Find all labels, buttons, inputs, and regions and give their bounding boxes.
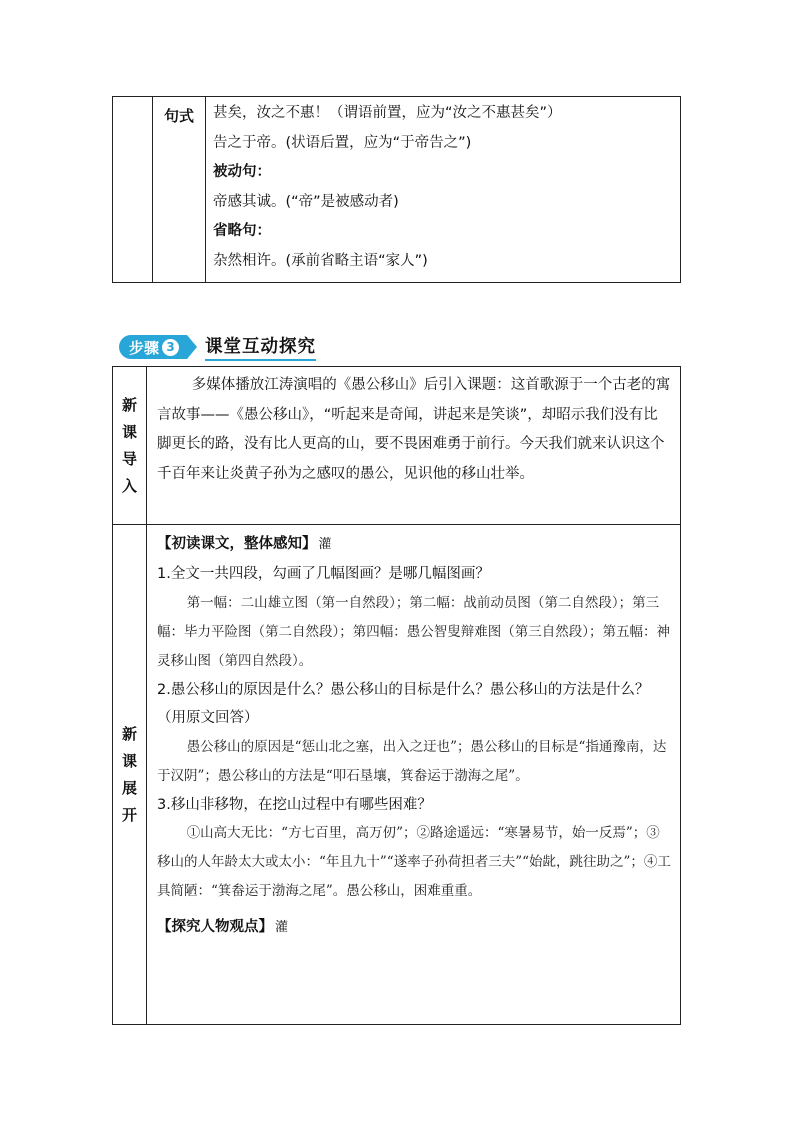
syntax-line: 告之于帝。(状语后置，应为“于帝告之”) <box>213 134 472 151</box>
label-char: 课 <box>121 422 137 441</box>
question-1: 1.全文一共四段，勾画了几幅图画？是哪几幅图画？ <box>157 566 490 582</box>
syntax-empty-cell <box>113 97 153 283</box>
answer-2: 愚公移山的原因是“惩山北之塞，出入之迂也”；愚公移山的目标是“指通豫南，达于汉阴”；愚公移山的方法是“叩石垦壤，箕畚运于渤海之尾”。 <box>157 738 667 784</box>
answer-1: 第一幅：二山雄立图（第一自然段）；第二幅：战前动员图（第二自然段）；第三幅：毕力平险图（第二自然段）；第四幅：愚公智叟辩难图（第三自然段）；第五幅：神灵移山图（第四自然段）。 <box>157 594 670 669</box>
syntax-line: 杂然相许。(承前省略主语“家人”) <box>213 252 428 269</box>
intro-text: 多媒体播放江涛演唱的《愚公移山》后引入课题：这首歌源于一个古老的寓言故事——《愚公移山》，“听起来是奇闻，讲起来是笑谈”，却昭示我们没有比脚更长的路，没有比人更高的山，要不畏困难勇于前行。今天我们就来认识这个千百年来让炎黄子孙为之感叹的愚公，见识他的移山壮举。 <box>157 377 671 482</box>
section-marker: 灌 <box>318 537 332 552</box>
section-heading <box>157 529 672 560</box>
label-char: 导 <box>121 449 137 468</box>
syntax-line: 帝感其诚。(“帝”是被感动者) <box>213 193 399 210</box>
syntax-content <box>206 97 681 283</box>
develop-content <box>147 525 681 1025</box>
syntax-label: 句式 <box>153 97 206 283</box>
label-char: 新 <box>121 395 137 414</box>
intro-label <box>113 367 147 525</box>
syntax-subheading: 被动句： <box>213 164 271 180</box>
question-2: 2.愚公移山的原因是什么？愚公移山的目标是什么？愚公移山的方法是什么？（用原文回答） <box>157 681 650 726</box>
step-prefix: 步骤 <box>129 338 160 357</box>
step-heading <box>119 334 316 360</box>
syntax-subheading: 省略句： <box>213 223 271 239</box>
label-char: 新 <box>121 724 137 743</box>
label-char: 课 <box>121 751 137 770</box>
label-char: 展 <box>121 778 137 797</box>
question-3: 3.移山非移物，在挖山过程中有哪些困难？ <box>157 796 432 813</box>
label-char: 开 <box>121 805 137 824</box>
label-char: 入 <box>121 476 137 495</box>
step-title: 课堂互动探究 <box>205 333 316 361</box>
section-heading <box>157 912 672 943</box>
section-title: 【初读课文，整体感知】 <box>157 536 317 552</box>
intro-content <box>147 367 681 525</box>
step-number: 3 <box>162 339 179 356</box>
develop-label <box>113 525 147 1025</box>
answer-3: ①山高大无比：“方七百里，高万仞”；②路途遥远：“寒暑易节，始一反焉”；③移山的人年龄太大或太小：“年且九十”“遂率子孙荷担者三夫”“始龀，跳往助之”；④工具简陋：“箕畚运于渤海之尾”。愚公移山，困难重重。 <box>157 825 671 899</box>
step-badge <box>119 335 187 359</box>
section-marker: 灌 <box>275 920 289 935</box>
syntax-line: 甚矣，汝之不惠！（谓语前置，应为“汝之不惠甚矣”） <box>213 105 562 121</box>
section-title: 【探究人物观点】 <box>157 919 273 935</box>
lesson-table <box>112 366 681 1025</box>
syntax-table <box>112 96 681 283</box>
